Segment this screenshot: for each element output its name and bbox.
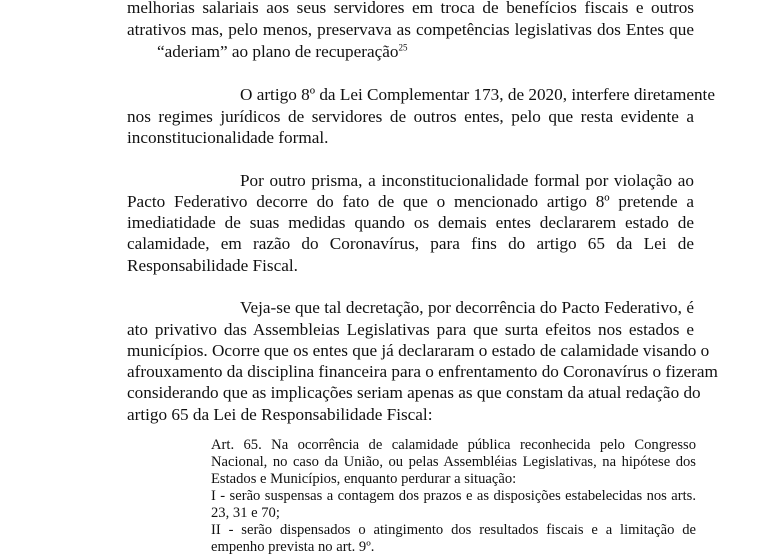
text-line: afrouxamento da disciplina financeira para o enfrentamento do Coronavírus o fizeram [127, 362, 718, 381]
text-line: nos regimes jurídicos de servidores de outros entes, pelo que resta evidente a [127, 107, 694, 126]
text-line-content: “aderiam” ao plano de recuperação [157, 42, 399, 61]
text-line: artigo 65 da Lei de Responsabilidade Fiscal: [127, 405, 433, 424]
quote-line: 23, 31 e 70; [211, 505, 280, 521]
quote-line: empenho prevista no art. 9º. [211, 539, 375, 555]
text-line: Responsabilidade Fiscal. [127, 256, 298, 275]
quote-line: II - serão dispensados o atingimento dos resultados fiscais e a limitação de [211, 522, 696, 538]
text-line: Pacto Federativo decorre do fato de que o mencionado artigo 8º pretende a [127, 192, 694, 211]
footnote-marker: 25 [398, 42, 408, 53]
text-line: imediatidade de suas medidas quando os demais entes declararem estado de [127, 213, 694, 232]
quote-line: Estados e Municípios, enquanto perdurar a situação: [211, 471, 517, 487]
quote-line: Nacional, no caso da União, ou pelas Assembléias Legislativas, na hipótese dos [211, 454, 696, 470]
text-line: considerando que as implicações seriam apenas as que constam da atual redação do [127, 383, 701, 402]
text-line: calamidade, em razão do Coronavírus, para fins do artigo 65 da Lei de [127, 234, 694, 253]
text-line: inconstitucionalidade formal. [127, 128, 329, 147]
text-line: melhorias salariais aos seus servidores em troca de benefícios fiscais e outros [127, 0, 694, 17]
text-line: Por outro prisma, a inconstitucionalidade formal por violação ao [240, 171, 694, 190]
quote-line: Art. 65. Na ocorrência de calamidade pública reconhecida pelo Congresso [211, 437, 696, 453]
text-line: atrativos mas, pelo menos, preservava as competências legislativas dos Entes que [127, 20, 694, 39]
text-line: Veja-se que tal decretação, por decorrência do Pacto Federativo, é [240, 298, 694, 317]
quote-line: I - serão suspensas a contagem dos prazos e as disposições estabelecidas nos arts. [211, 488, 696, 504]
text-line: municípios. Ocorre que os entes que já declararam o estado de calamidade visando o [127, 341, 710, 360]
text-line: ato privativo das Assembleias Legislativas para que surta efeitos nos estados e [127, 320, 694, 339]
text-line [157, 42, 407, 62]
text-line: O artigo 8º da Lei Complementar 173, de 2020, interfere diretamente [240, 85, 715, 104]
